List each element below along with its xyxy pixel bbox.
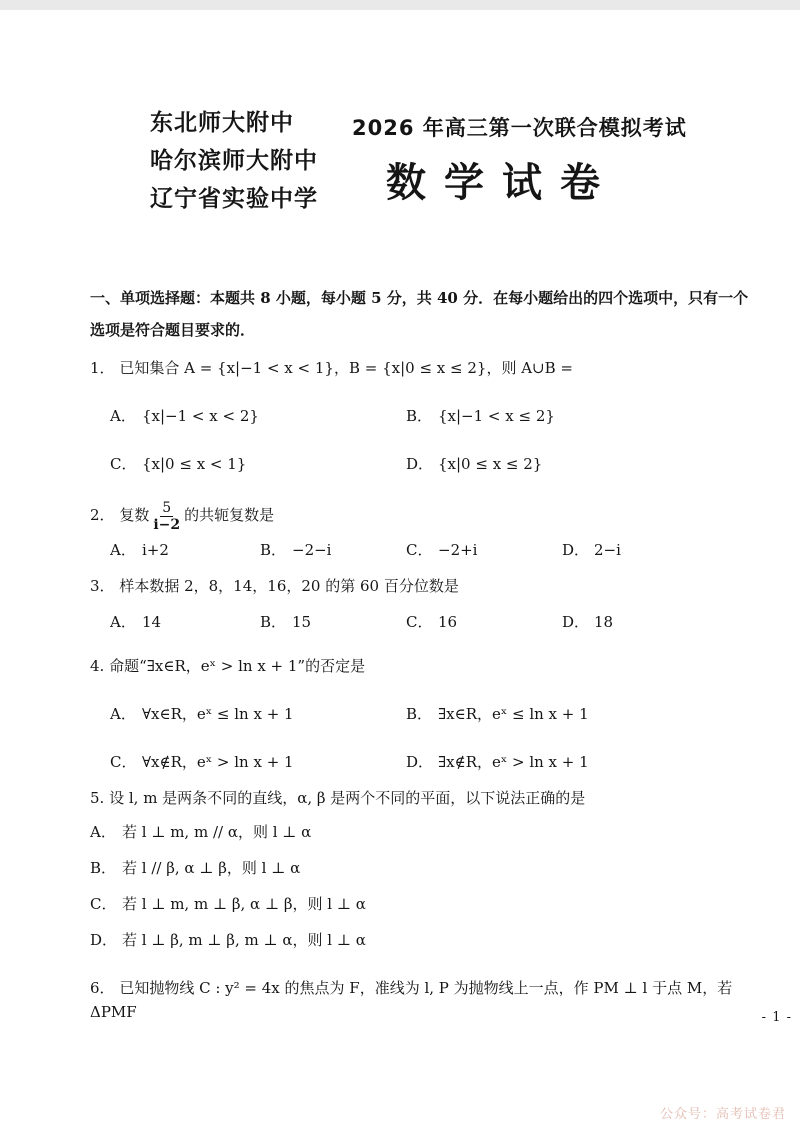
option-text: i+2 <box>142 541 169 559</box>
option-b <box>260 610 311 634</box>
option-row <box>90 892 780 916</box>
option-d <box>406 750 589 774</box>
option-d <box>562 610 613 634</box>
option-text: 16 <box>438 613 458 631</box>
option-row <box>90 702 780 726</box>
question-text: 的共轭复数是 <box>184 506 275 524</box>
option-row <box>90 928 780 952</box>
fraction-denominator: i−2 <box>153 516 181 533</box>
watermark: 公众号：高考试卷君 <box>659 1107 786 1122</box>
school-name: 辽宁省实验中学 <box>150 186 318 212</box>
question-stem <box>90 498 780 532</box>
option-text: ∃x∈R，eˣ ≤ ln x + 1 <box>438 705 589 723</box>
option-row <box>90 538 780 562</box>
fraction <box>151 500 182 533</box>
question-6 <box>90 976 780 1024</box>
option-label: B． <box>406 407 433 425</box>
question-5 <box>90 786 780 952</box>
option-text: ∃x∉R，eˣ > ln x + 1 <box>438 753 589 771</box>
option-label: D． <box>90 931 118 949</box>
question-stem <box>90 976 780 1024</box>
option-text: 若 l ⊥ β, m ⊥ β, m ⊥ α，则 l ⊥ α <box>122 931 366 949</box>
option-text: 若 l // β, α ⊥ β，则 l ⊥ α <box>122 859 301 877</box>
question-number: 6． <box>90 979 115 997</box>
option-a <box>110 610 161 634</box>
option-a <box>110 538 169 562</box>
option-label: C． <box>110 455 137 473</box>
school-name: 东北师大附中 <box>150 110 294 136</box>
option-c <box>110 750 294 774</box>
option-label: C． <box>90 895 117 913</box>
question-text: 复数 <box>119 506 150 524</box>
fraction-numerator: 5 <box>162 499 172 516</box>
option-b <box>260 538 331 562</box>
exam-header <box>0 96 800 226</box>
school-list <box>150 104 318 218</box>
option-row <box>90 856 780 880</box>
question-2 <box>90 498 780 562</box>
option-label: C． <box>406 613 433 631</box>
question-3 <box>90 574 780 634</box>
question-stem <box>90 654 780 678</box>
option-label: B． <box>260 613 287 631</box>
option-text: {x|−1 < x < 2} <box>142 407 259 425</box>
question-text: 已知抛物线 C : y² = 4x 的焦点为 F，准线为 l, P 为抛物线上一点，作 PM ⊥ l 于点 M，若 ΔPMF <box>90 979 733 1021</box>
option-label: B． <box>90 859 117 877</box>
option-label: A． <box>110 613 136 631</box>
exam-name: 2026 年高三第一次联合模拟考试 <box>352 116 687 140</box>
exam-content <box>90 282 780 1024</box>
option-text: 15 <box>292 613 312 631</box>
option-b <box>90 856 300 880</box>
option-text: ∀x∉R，eˣ > ln x + 1 <box>142 753 294 771</box>
option-row <box>90 750 780 774</box>
question-number: 2． <box>90 506 115 524</box>
question-text: 已知集合 A = {x|−1 < x < 1}，B = {x|0 ≤ x ≤ 2}，则 A∪B = <box>119 359 573 377</box>
question-stem <box>90 574 780 598</box>
option-b <box>406 702 589 726</box>
option-d <box>90 928 366 952</box>
option-label: D． <box>406 753 434 771</box>
option-row <box>90 820 780 844</box>
option-label: A． <box>90 823 116 841</box>
option-d <box>406 452 542 476</box>
option-text: 2−i <box>594 541 621 559</box>
question-number: 5. <box>90 789 105 807</box>
question-text: 设 l, m 是两条不同的直线，α, β 是两个不同的平面，以下说法正确的是 <box>109 789 586 807</box>
option-row <box>90 404 780 428</box>
option-text: {x|0 ≤ x ≤ 2} <box>438 455 543 473</box>
option-label: C． <box>406 541 433 559</box>
option-c <box>406 610 457 634</box>
option-label: A． <box>110 407 136 425</box>
question-stem <box>90 356 780 380</box>
option-a <box>90 820 311 844</box>
section-heading-line: 选项是符合题目要求的． <box>90 321 256 339</box>
question-4 <box>90 654 780 774</box>
option-text: −2+i <box>438 541 478 559</box>
question-number: 4. <box>90 657 105 675</box>
option-text: {x|−1 < x ≤ 2} <box>438 407 555 425</box>
question-number: 3． <box>90 577 115 595</box>
option-text: ∀x∈R，eˣ ≤ ln x + 1 <box>142 705 294 723</box>
option-label: C． <box>110 753 137 771</box>
page-number: - 1 - <box>761 1010 792 1025</box>
question-text: 样本数据 2，8，14，16，20 的第 60 百分位数是 <box>119 577 459 595</box>
option-label: B． <box>260 541 287 559</box>
option-label: D． <box>562 613 590 631</box>
question-number: 1． <box>90 359 115 377</box>
section-heading-line: 一、单项选择题：本题共 8 小题，每小题 5 分，共 40 分．在每小题给出的四个选项中，只有一个 <box>90 289 749 307</box>
option-a <box>110 404 259 428</box>
school-name: 哈尔滨师大附中 <box>150 148 318 174</box>
option-text: 若 l ⊥ m, m // α，则 l ⊥ α <box>122 823 312 841</box>
option-text: {x|0 ≤ x < 1} <box>142 455 247 473</box>
question-stem <box>90 786 780 810</box>
question-1 <box>90 356 780 476</box>
option-text: 14 <box>142 613 162 631</box>
option-label: A． <box>110 541 136 559</box>
option-a <box>110 702 294 726</box>
option-c <box>110 452 246 476</box>
option-text: 若 l ⊥ m, m ⊥ β, α ⊥ β，则 l ⊥ α <box>122 895 366 913</box>
subject-title: 数学试卷 <box>386 160 618 206</box>
option-c <box>90 892 366 916</box>
option-row <box>90 452 780 476</box>
option-text: −2−i <box>292 541 332 559</box>
section-heading <box>90 282 780 346</box>
option-text: 18 <box>594 613 614 631</box>
option-d <box>562 538 621 562</box>
option-row <box>90 610 780 634</box>
option-label: B． <box>406 705 433 723</box>
option-label: D． <box>562 541 590 559</box>
option-b <box>406 404 555 428</box>
option-label: D． <box>406 455 434 473</box>
option-c <box>406 538 477 562</box>
option-label: A． <box>110 705 136 723</box>
scan-edge <box>0 0 800 10</box>
question-text: 命题“∃x∈R，eˣ > ln x + 1”的否定是 <box>109 657 366 675</box>
